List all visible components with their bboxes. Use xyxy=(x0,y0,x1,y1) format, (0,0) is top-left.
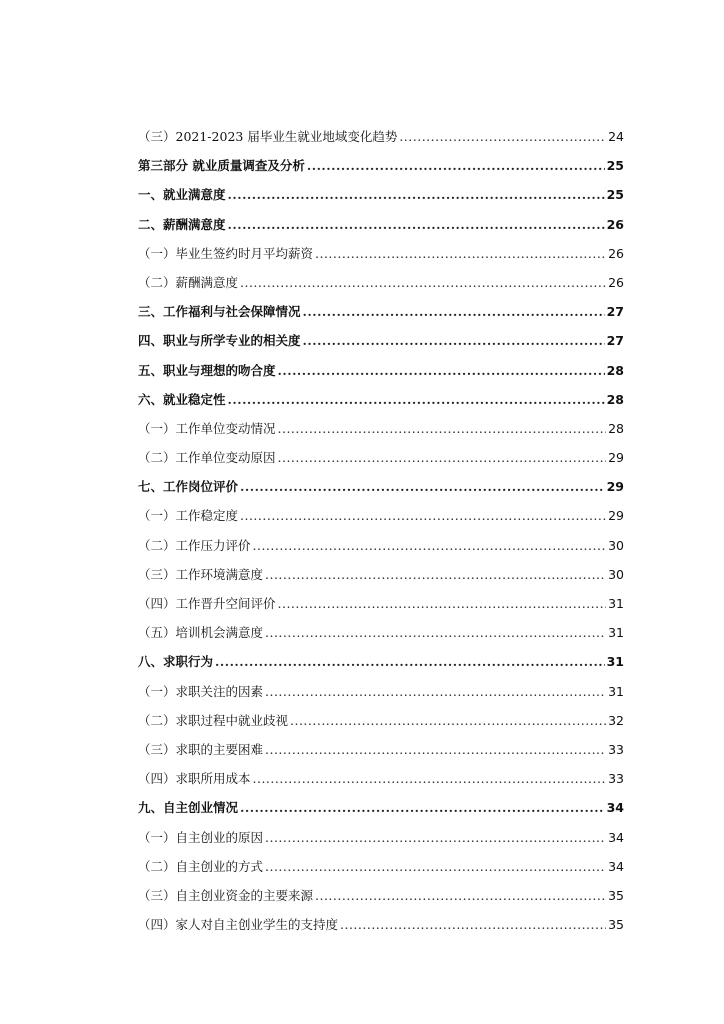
toc-entry-page-number: 26 xyxy=(608,245,624,261)
toc-dot-leader xyxy=(240,268,606,297)
toc-entry-title: 五、职业与理想的吻合度 xyxy=(138,362,276,378)
toc-entry-title: （二）薪酬满意度 xyxy=(138,274,239,290)
toc-entry-title: 九、自主创业情况 xyxy=(138,800,239,816)
toc-entry-page-number: 34 xyxy=(608,829,624,845)
toc-entry-title: （四）工作晋升空间评价 xyxy=(138,596,276,611)
toc-dot-leader xyxy=(240,793,605,822)
toc-entry-title: 二、薪酬满意度 xyxy=(138,216,226,232)
toc-entry[interactable] xyxy=(138,501,624,530)
toc-entry-page-number: 31 xyxy=(608,625,624,641)
toc-entry-page-number: 30 xyxy=(608,537,624,553)
toc-entry[interactable] xyxy=(138,326,624,355)
toc-dot-leader xyxy=(265,560,606,589)
toc-entry[interactable] xyxy=(138,385,624,414)
toc-entry[interactable] xyxy=(138,618,624,647)
toc-entry-page-number: 31 xyxy=(606,654,624,670)
toc-entry[interactable] xyxy=(138,706,624,735)
toc-entry[interactable] xyxy=(138,764,624,793)
toc-dot-leader xyxy=(265,852,606,881)
toc-entry-page-number: 26 xyxy=(608,274,624,290)
toc-dot-leader xyxy=(265,677,606,706)
toc-entry-page-number: 33 xyxy=(608,771,624,787)
toc-dot-leader xyxy=(315,881,606,910)
toc-entry-page-number: 28 xyxy=(606,391,624,407)
toc-dot-leader xyxy=(253,764,607,793)
toc-entry-page-number: 35 xyxy=(608,917,624,933)
toc-entry-page-number: 33 xyxy=(608,741,624,757)
toc-entry-title: （一）自主创业的原因 xyxy=(138,829,264,845)
toc-entry[interactable] xyxy=(138,881,624,910)
toc-entry[interactable] xyxy=(138,151,624,180)
toc-entry-page-number: 32 xyxy=(608,712,624,728)
toc-entry-page-number: 29 xyxy=(608,508,624,524)
toc-entry[interactable] xyxy=(138,531,624,560)
toc-entry-title: （三）求职的主要困难 xyxy=(138,741,264,757)
toc-dot-leader xyxy=(265,618,606,647)
toc-entry[interactable] xyxy=(138,852,624,881)
toc-entry[interactable] xyxy=(138,910,624,939)
toc-entry[interactable] xyxy=(138,823,624,852)
toc-entry-title: 四、职业与所学专业的相关度 xyxy=(138,333,301,349)
toc-dot-leader xyxy=(228,210,605,239)
toc-dot-leader xyxy=(315,239,606,268)
toc-entry-title: （一）毕业生签约时月平均薪资 xyxy=(138,245,314,261)
toc-dot-leader xyxy=(240,472,605,501)
toc-entry-title: 七、工作岗位评价 xyxy=(138,479,239,495)
toc-entry-title: 三、工作福利与社会保障情况 xyxy=(138,304,301,320)
toc-dot-leader xyxy=(303,297,605,326)
toc-dot-leader xyxy=(215,647,605,676)
toc-entry-title: （一）求职关注的因素 xyxy=(138,683,264,699)
toc-entry-title: 一、就业满意度 xyxy=(138,187,226,203)
toc-entry-title: （四）家人对自主创业学生的支持度 xyxy=(138,917,339,933)
toc-dot-leader xyxy=(265,823,606,852)
toc-entry-page-number: 34 xyxy=(608,858,624,874)
toc-entry-title: （一）工作单位变动情况 xyxy=(138,420,276,436)
toc-dot-leader xyxy=(278,443,607,472)
toc-dot-leader xyxy=(253,531,607,560)
toc-entry-title: （三）工作环境满意度 xyxy=(138,566,264,582)
toc-dot-leader xyxy=(340,910,606,939)
toc-entry-page-number: 25 xyxy=(606,187,624,203)
toc-entry-title: 六、就业稳定性 xyxy=(138,391,226,407)
toc-entry-page-number: 27 xyxy=(606,333,624,349)
toc-entry[interactable] xyxy=(138,647,624,676)
toc-entry-page-number: 31 xyxy=(608,683,624,699)
toc-dot-leader xyxy=(307,151,605,180)
toc-entry[interactable] xyxy=(138,180,624,209)
toc-entry[interactable] xyxy=(138,210,624,239)
toc-entry[interactable] xyxy=(138,122,624,151)
toc-entry[interactable] xyxy=(138,560,624,589)
toc-entry-page-number: 24 xyxy=(608,129,624,144)
toc-entry-title: （二）工作压力评价 xyxy=(138,537,251,553)
toc-entry-page-number: 35 xyxy=(608,887,624,903)
toc-entry-title: （二）工作单位变动原因 xyxy=(138,450,276,466)
toc-entry-title: （二）求职过程中就业歧视 xyxy=(138,712,289,728)
toc-dot-leader xyxy=(228,180,605,209)
toc-entry[interactable] xyxy=(138,589,624,618)
toc-entry[interactable] xyxy=(138,793,624,822)
toc-entry-title: （五）培训机会满意度 xyxy=(138,625,264,641)
toc-entry[interactable] xyxy=(138,414,624,443)
toc-dot-leader xyxy=(303,326,605,355)
toc-entry[interactable] xyxy=(138,677,624,706)
toc-entry-title: （三）自主创业资金的主要来源 xyxy=(138,887,314,903)
toc-entry[interactable] xyxy=(138,268,624,297)
toc-entry-page-number: 31 xyxy=(608,596,624,611)
toc-entry-page-number: 25 xyxy=(606,158,624,174)
toc-dot-leader xyxy=(265,735,606,764)
toc-dot-leader xyxy=(278,589,607,618)
toc-entry-title: （四）求职所用成本 xyxy=(138,771,251,787)
toc-dot-leader xyxy=(278,414,607,443)
toc-entry-title: （三）2021-2023 届毕业生就业地域变化趋势 xyxy=(138,129,398,144)
toc-entry[interactable] xyxy=(138,356,624,385)
toc-entry-page-number: 27 xyxy=(606,304,624,320)
toc-entry-page-number: 29 xyxy=(608,450,624,466)
toc-entry-title: （一）工作稳定度 xyxy=(138,508,239,524)
toc-entry[interactable] xyxy=(138,239,624,268)
toc-dot-leader xyxy=(399,122,606,151)
toc-entry[interactable] xyxy=(138,472,624,501)
toc-entry[interactable] xyxy=(138,297,624,326)
toc-entry-title: 八、求职行为 xyxy=(138,654,214,670)
toc-entry[interactable] xyxy=(138,735,624,764)
toc-entry-page-number: 30 xyxy=(608,566,624,582)
toc-entry-page-number: 26 xyxy=(606,216,624,232)
toc-entry-page-number: 29 xyxy=(606,479,624,495)
toc-dot-leader xyxy=(278,356,605,385)
toc-entry-title: （二）自主创业的方式 xyxy=(138,858,264,874)
toc-entry-page-number: 34 xyxy=(606,800,624,816)
toc-entry-page-number: 28 xyxy=(606,362,624,378)
toc-entry[interactable] xyxy=(138,443,624,472)
table-of-contents xyxy=(138,122,624,939)
toc-dot-leader xyxy=(240,501,606,530)
toc-dot-leader xyxy=(290,706,606,735)
toc-entry-page-number: 28 xyxy=(608,420,624,436)
toc-dot-leader xyxy=(228,385,605,414)
toc-entry-title: 第三部分 就业质量调查及分析 xyxy=(138,158,305,174)
